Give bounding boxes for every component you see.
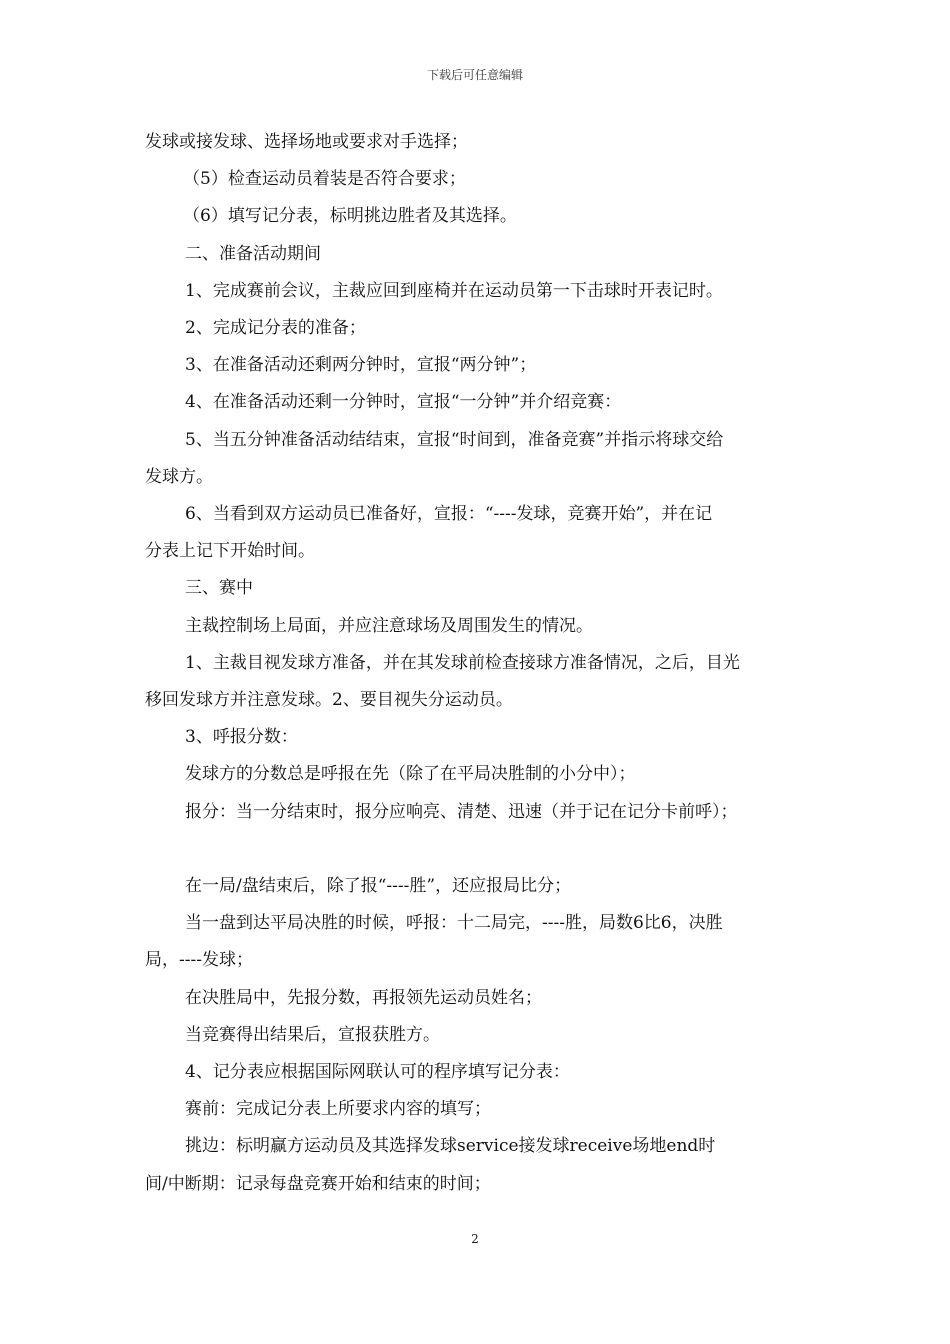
- paragraph-line: （5）检查运动员着装是否符合要求；: [183, 169, 466, 190]
- paragraph-line: 分表上记下开始时间。: [145, 541, 315, 562]
- paragraph-line: 4、在准备活动还剩一分钟时，宣报“一分钟”并介绍竞赛：: [185, 392, 622, 413]
- blank-line: [145, 831, 817, 868]
- paragraph-line: 6、当看到双方运动员已准备好，宣报：“----发球，竞赛开始”，并在记: [185, 504, 713, 525]
- document-body: [145, 124, 817, 1203]
- paragraph-line: 3、在准备活动还剩两分钟时，宣报“两分钟”；: [185, 355, 537, 376]
- page-number: 2: [471, 1232, 479, 1246]
- paragraph-line: 发球方。: [145, 466, 213, 487]
- paragraph-line: 在一局/盘结束后，除了报“----胜”，还应报局比分；: [185, 876, 572, 897]
- paragraph-line: 挑边：标明赢方运动员及其选择发球service接发球receive场地end时: [185, 1136, 716, 1157]
- paragraph-line: 4、记分表应根据国际网联认可的程序填写记分表：: [185, 1062, 570, 1083]
- paragraph-line: 在决胜局中，先报分数，再报领先运动员姓名；: [185, 987, 542, 1008]
- section-heading: 二、准备活动期间: [185, 243, 321, 264]
- paragraph-line: 赛前：完成记分表上所要求内容的填写；: [185, 1099, 491, 1120]
- paragraph-line: （6）填写记分表，标明挑边胜者及其选择。: [183, 206, 517, 227]
- paragraph-line: 当一盘到达平局决胜的时候，呼报：十二局完，----胜，局数6比6，决胜: [185, 913, 723, 934]
- paragraph-line: 发球或接发球、选择场地或要求对手选择；: [145, 132, 468, 152]
- paragraph-line: 5、当五分钟准备活动结结束，宣报“时间到，准备竞赛”并指示将球交给: [185, 429, 724, 450]
- paragraph-line: 发球方的分数总是呼报在先（除了在平局决胜制的小分中）；: [185, 764, 636, 785]
- paragraph-line: 3、呼报分数：: [185, 727, 298, 748]
- paragraph-line: 1、主裁目视发球方准备，并在其发球前检查接球方准备情况，之后，目光: [185, 652, 740, 673]
- paragraph-line: 主裁控制场上局面，并应注意球场及周围发生的情况。: [185, 615, 593, 636]
- page-header: 下载后可任意编辑: [426, 68, 523, 82]
- paragraph-line: 局，----发球；: [145, 950, 253, 971]
- paragraph-line: 报分：当一分结束时，报分应响亮、清楚、迅速（并于记在记分卡前呼）；: [185, 801, 738, 822]
- paragraph-line: 间/中断期：记录每盘竞赛开始和结束的时间；: [145, 1173, 491, 1194]
- paragraph-line: 1、完成赛前会议，主裁应回到座椅并在运动员第一下击球时开表记时。: [185, 280, 723, 301]
- paragraph-line: 当竞赛得出结果后，宣报获胜方。: [185, 1024, 440, 1045]
- paragraph-line: 2、完成记分表的准备；: [185, 318, 366, 339]
- paragraph-line: 移回发球方并注意发球。2、要目视失分运动员。: [145, 690, 513, 711]
- section-heading: 三、赛中: [185, 578, 253, 599]
